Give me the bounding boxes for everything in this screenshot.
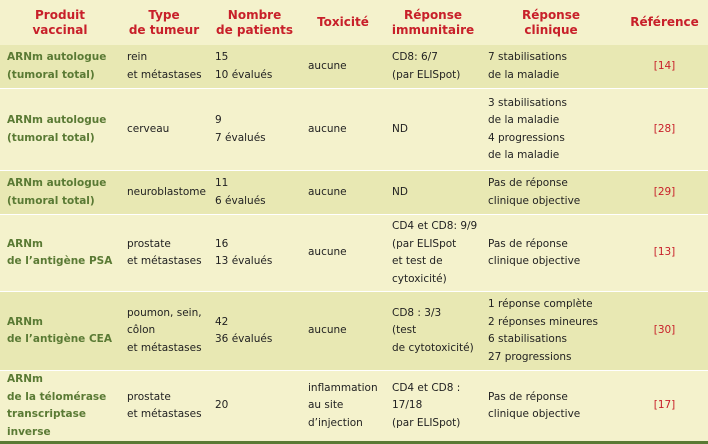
header-label: Nombre	[227, 7, 282, 22]
cell-text: prostate	[127, 390, 171, 403]
reference-cell	[621, 171, 708, 215]
cell-text: (test	[392, 324, 417, 337]
immune-response-cell	[385, 215, 481, 292]
cell-text: 6 évalués	[215, 194, 266, 207]
cell-text: de la télomérase	[7, 390, 107, 403]
patient-count-cell	[208, 171, 301, 215]
cell-text: ARNm autologue	[7, 51, 107, 63]
toxicity-cell	[301, 171, 385, 215]
clinical-response-cell	[481, 89, 621, 171]
reference-link[interactable]: [28]	[653, 122, 676, 135]
cell-text: côlon	[127, 324, 156, 337]
product-cell	[0, 171, 120, 215]
tumor-type-cell	[120, 371, 208, 443]
patient-count-cell	[208, 89, 301, 171]
header-cell	[481, 0, 621, 45]
cell-text: 16	[215, 237, 229, 250]
cell-text: ARNm	[7, 237, 43, 250]
cell-text: cytoxicité)	[392, 272, 447, 285]
reference-link[interactable]: [14]	[653, 59, 676, 72]
table-row	[0, 171, 708, 215]
tumor-type-cell	[120, 89, 208, 171]
toxicity-cell	[301, 89, 385, 171]
cell-text: (par ELISpot)	[392, 68, 461, 81]
cell-text: CD4 et CD8: 9/9	[392, 220, 478, 232]
cell-text: Pas de réponse	[488, 390, 568, 403]
product-cell	[0, 215, 120, 292]
cell-text: et métastases	[127, 255, 202, 267]
patient-count-cell	[208, 371, 301, 443]
immune-response-cell	[385, 45, 481, 89]
reference-link[interactable]: [30]	[653, 324, 676, 337]
header-cell	[208, 0, 301, 45]
toxicity-cell	[301, 292, 385, 371]
cell-text: transcriptase inverse	[7, 408, 87, 438]
cell-text: CD8: 6/7	[392, 51, 438, 63]
header-cell	[621, 0, 708, 45]
tumor-type-cell	[120, 292, 208, 371]
header-label: Type	[148, 7, 180, 22]
cell-text: rein	[127, 51, 148, 63]
table-row	[0, 371, 708, 443]
cell-text: de cytotoxicité)	[392, 341, 474, 354]
cell-text: 7 stabilisations	[488, 51, 567, 63]
cell-text: (tumoral total)	[7, 194, 95, 207]
cell-text: de l’antigène CEA	[7, 333, 112, 345]
cell-text: 3 stabilisations	[488, 96, 567, 109]
cell-text: 36 évalués	[215, 333, 273, 345]
header-label: de tumeur	[128, 22, 200, 37]
header-cell	[0, 0, 120, 45]
reference-link[interactable]: [29]	[653, 185, 676, 198]
header-label: Réponse	[521, 7, 581, 22]
clinical-response-cell	[481, 292, 621, 371]
cell-text: 10 évalués	[215, 68, 273, 81]
cell-text: prostate	[127, 237, 171, 250]
header-cell	[120, 0, 208, 45]
product-cell	[0, 292, 120, 371]
cell-text: de la maladie	[488, 114, 560, 126]
patient-count-cell	[208, 292, 301, 371]
cell-text: ARNm	[7, 315, 43, 328]
cell-text: (par ELISpot)	[392, 416, 461, 429]
cell-text: neuroblastome	[127, 185, 206, 198]
cell-text: clinique objective	[488, 194, 581, 207]
header-cell	[385, 0, 481, 45]
header-label: Produit	[35, 7, 85, 22]
immune-response-cell	[385, 89, 481, 171]
cell-text: et métastases	[127, 341, 202, 354]
cell-text: de la maladie	[488, 149, 560, 161]
cell-text: 9	[215, 114, 222, 126]
cell-text: et métastases	[127, 408, 202, 420]
cell-text: aucune	[308, 246, 347, 259]
header-label: Réponse	[403, 7, 463, 22]
cell-text: CD8 : 3/3	[392, 306, 442, 319]
toxicity-cell	[301, 371, 385, 443]
table-row	[0, 89, 708, 171]
reference-link[interactable]: [17]	[653, 399, 676, 412]
cell-text: 42	[215, 315, 229, 328]
cell-text: aucune	[308, 122, 347, 135]
cell-text: (par ELISpot	[392, 237, 457, 250]
tumor-type-cell	[120, 45, 208, 89]
tumor-type-cell	[120, 171, 208, 215]
cell-text: CD4 et CD8 :	[392, 381, 461, 394]
header-cell	[301, 0, 385, 45]
header-label: vaccinal	[32, 22, 88, 37]
table-row	[0, 292, 708, 371]
tumor-type-cell	[120, 215, 208, 292]
table-row	[0, 215, 708, 292]
immune-response-cell	[385, 171, 481, 215]
header-label: immunitaire	[391, 22, 475, 37]
product-cell	[0, 371, 120, 443]
clinical-response-cell	[481, 371, 621, 443]
cell-text: de la maladie	[488, 68, 560, 81]
cell-text: ND	[392, 122, 408, 135]
cell-text: inflammation	[308, 381, 378, 394]
reference-cell	[621, 371, 708, 443]
cell-text: 15	[215, 51, 229, 63]
clinical-response-cell	[481, 171, 621, 215]
product-cell	[0, 45, 120, 89]
reference-cell	[621, 45, 708, 89]
cell-text: 6 stabilisations	[488, 333, 567, 345]
toxicity-cell	[301, 45, 385, 89]
cell-text: cerveau	[127, 122, 170, 135]
cell-text: clinique objective	[488, 255, 581, 267]
clinical-response-cell	[481, 215, 621, 292]
toxicity-cell	[301, 215, 385, 292]
cell-text: 13 évalués	[215, 255, 273, 267]
cell-text: aucune	[308, 59, 347, 72]
immune-response-cell	[385, 292, 481, 371]
reference-link[interactable]: [13]	[653, 246, 676, 259]
cell-text: et test de	[392, 255, 443, 267]
header-label: de patients	[215, 22, 293, 37]
cell-text: clinique objective	[488, 408, 581, 420]
cell-text: et métastases	[127, 68, 202, 81]
cell-text: 11	[215, 177, 229, 189]
cell-text: ARNm	[7, 373, 43, 385]
immune-response-cell	[385, 371, 481, 443]
cell-text: 1 réponse complète	[488, 298, 593, 310]
cell-text: 7 évalués	[215, 131, 266, 144]
patient-count-cell	[208, 45, 301, 89]
clinical-response-cell	[481, 45, 621, 89]
reference-cell	[621, 215, 708, 292]
cell-text: 27 progressions	[488, 350, 572, 363]
cell-text: 17/18	[392, 399, 423, 412]
header-row	[0, 0, 708, 45]
cell-text: poumon, sein,	[127, 306, 202, 319]
cell-text: (tumoral total)	[7, 68, 95, 81]
cell-text: (tumoral total)	[7, 131, 95, 144]
cell-text: Pas de réponse	[488, 237, 568, 250]
cell-text: de l’antigène PSA	[7, 255, 113, 267]
cell-text: 4 progressions	[488, 131, 565, 144]
header-label: clinique	[524, 22, 578, 37]
header-label: Toxicité	[317, 15, 369, 29]
cell-text: ARNm autologue	[7, 177, 107, 189]
cell-text: au site	[308, 399, 344, 412]
cell-text: Pas de réponse	[488, 177, 568, 189]
cell-text: ND	[392, 185, 408, 198]
cell-text: aucune	[308, 185, 347, 198]
reference-cell	[621, 89, 708, 171]
reference-cell	[621, 292, 708, 371]
cell-text: d’injection	[308, 416, 363, 429]
cell-text: 20	[215, 399, 229, 412]
cell-text: aucune	[308, 324, 347, 337]
header-label: Référence	[630, 15, 699, 29]
cell-text: ARNm autologue	[7, 114, 107, 126]
table-row	[0, 45, 708, 89]
patient-count-cell	[208, 215, 301, 292]
cell-text: 2 réponses mineures	[488, 315, 598, 328]
product-cell	[0, 89, 120, 171]
